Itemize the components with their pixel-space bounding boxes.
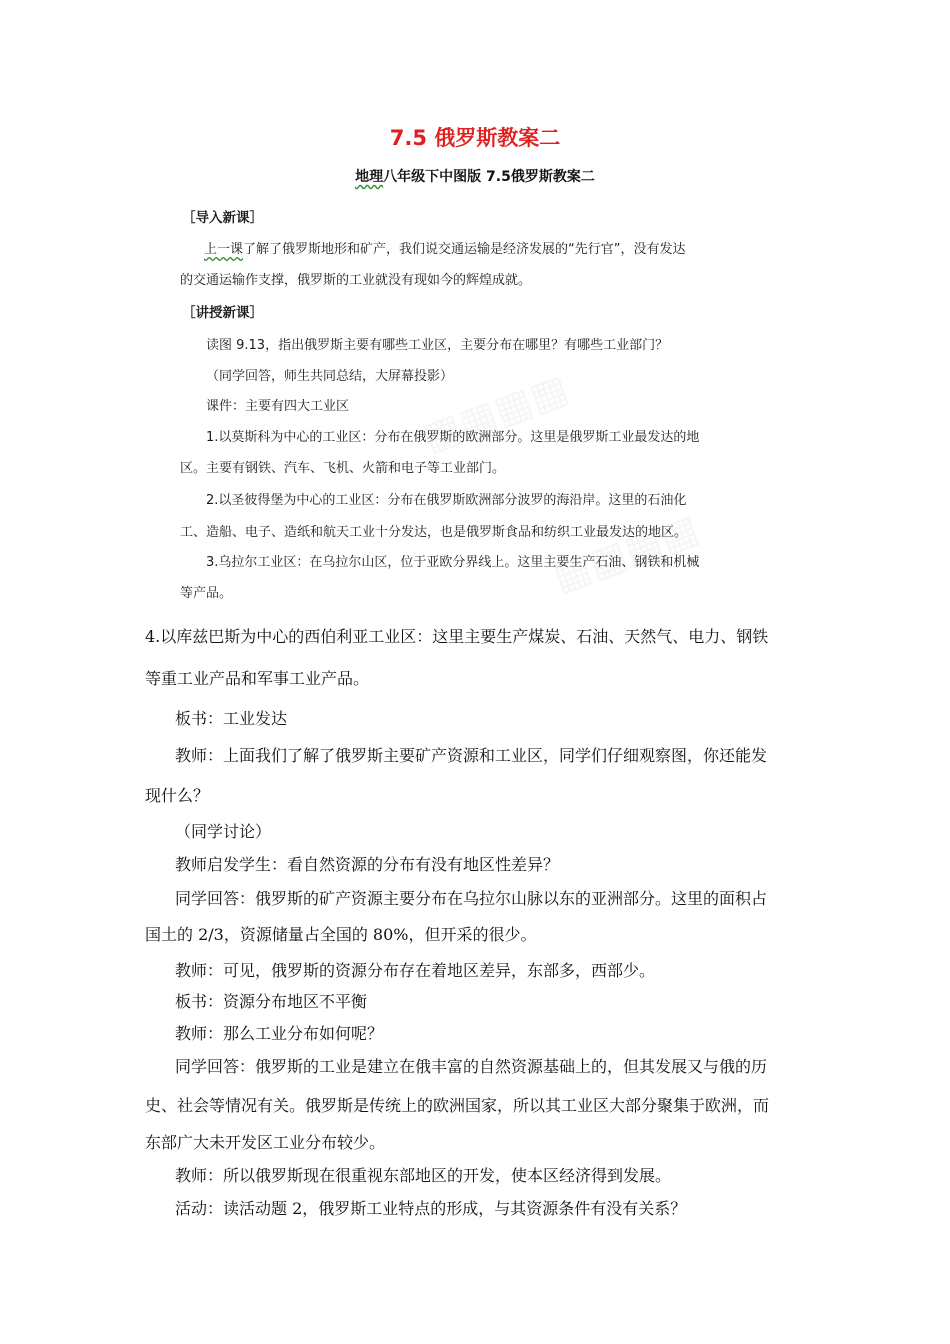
body-line: 教师：那么工业分布如何呢？ <box>175 1024 384 1043</box>
scan-line: 课件：主要有四大工业区 <box>206 399 350 414</box>
body-line: 教师：上面我们了解了俄罗斯主要矿产资源和工业区，同学们仔细观察图，你还能发 <box>175 746 768 765</box>
body-line: 板书：资源分布地区不平衡 <box>175 992 368 1011</box>
body-line: 东部广大未开发区工业分布较少。 <box>145 1133 386 1152</box>
body-line: 4.以库兹巴斯为中心的西伯利亚工业区：这里主要生产煤炭、石油、天然气、电力、钢铁 <box>145 627 769 646</box>
scan-line: （同学回答，师生共同总结，大屏幕投影） <box>206 369 454 384</box>
document-title: 7.5 俄罗斯教案二 <box>389 126 561 150</box>
section-heading-intro: ［导入新课］ <box>182 210 263 226</box>
scanned-excerpt <box>170 200 790 605</box>
scan-line: 等产品。 <box>180 586 233 601</box>
scan-line: 读图 9.13，指出俄罗斯主要有哪些工业区，主要分布在哪里？有哪些工业部门？ <box>206 338 669 353</box>
scan-line: 3.乌拉尔工业区：在乌拉尔山区，位于亚欧分界线上。这里主要生产石油、钢铁和机械 <box>206 555 700 570</box>
subtitle-subject: 地理 <box>355 169 384 185</box>
body-line: 教师：所以俄罗斯现在很重视东部地区的开发，使本区经济得到发展。 <box>175 1166 672 1185</box>
document-subtitle <box>0 166 950 186</box>
body-line: 板书：工业发达 <box>175 709 288 728</box>
scan-line: 1.以莫斯科为中心的工业区：分布在俄罗斯的欧洲部分。这里是俄罗斯工业最发达的地 <box>206 430 700 445</box>
section-heading-new: ［讲授新课］ <box>182 305 263 321</box>
body-line: 史、社会等情况有关。俄罗斯是传统上的欧洲国家，所以其工业区大部分聚集于欧洲，而 <box>145 1096 770 1115</box>
subtitle-rest: 八年级下中图版 7.5俄罗斯教案二 <box>383 169 595 185</box>
body-line: （同学讨论） <box>175 822 272 841</box>
body-line: 同学回答：俄罗斯的工业是建立在俄丰富的自然资源基础上的，但其发展又与俄的历 <box>175 1057 768 1076</box>
intro-underlined: 上一课 <box>204 242 244 257</box>
scan-line: 工、造船、电子、造纸和航天工业十分发达，也是俄罗斯食品和纺织工业最发达的地区。 <box>180 525 688 540</box>
intro-line: 的交通运输作支撑，俄罗斯的工业就没有现如今的辉煌成就。 <box>180 273 532 288</box>
body-line: 现什么？ <box>145 786 210 805</box>
scan-line: 区。主要有钢铁、汽车、飞机、火箭和电子等工业部门。 <box>180 461 506 476</box>
body-line: 教师启发学生：看自然资源的分布有没有地区性差异？ <box>175 855 560 874</box>
body-line: 同学回答：俄罗斯的矿产资源主要分布在乌拉尔山脉以东的亚洲部分。这里的面积占 <box>175 889 768 908</box>
scan-line: 2.以圣彼得堡为中心的工业区：分布在俄罗斯欧洲部分波罗的海沿岸。这里的石油化 <box>206 493 687 508</box>
intro-text: 了解了俄罗斯地形和矿产，我们说交通运输是经济发展的“先行官”，没有发达 <box>243 242 686 257</box>
body-line: 国土的 2/3，资源储量占全国的 80%，但开采的很少。 <box>145 925 537 944</box>
body-line: 教师：可见，俄罗斯的资源分布存在着地区差异，东部多，西部少。 <box>175 961 656 980</box>
body-line: 活动：读活动题 2，俄罗斯工业特点的形成，与其资源条件有没有关系？ <box>175 1199 687 1218</box>
intro-line <box>204 238 686 257</box>
body-line: 等重工业产品和军事工业产品。 <box>145 669 370 688</box>
